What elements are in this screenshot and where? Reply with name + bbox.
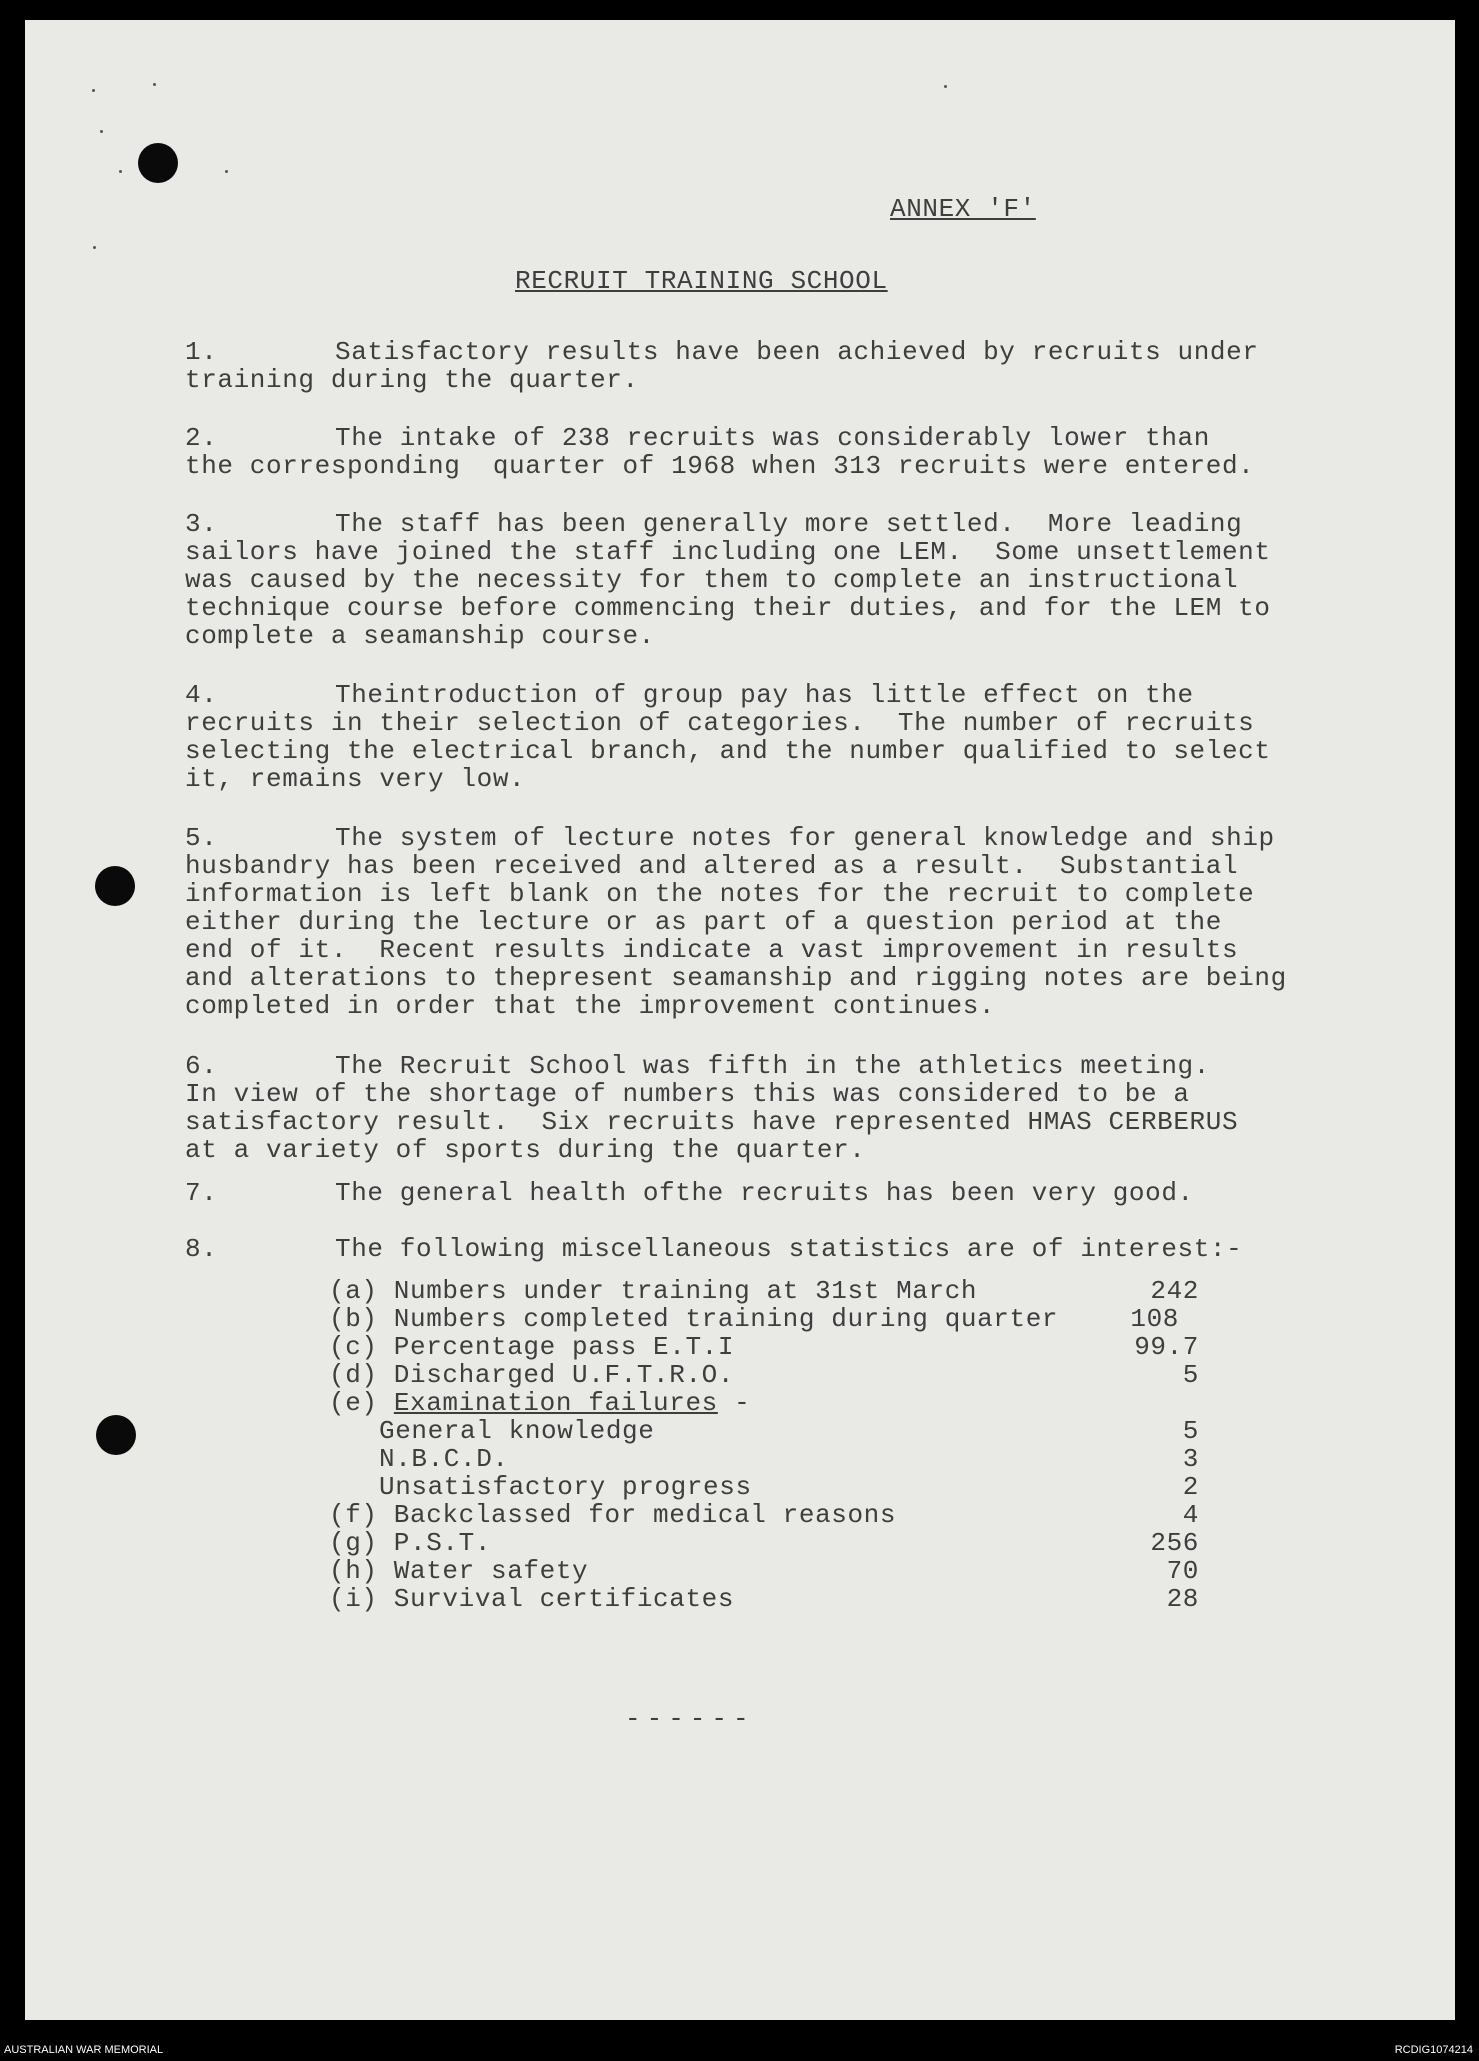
stat-label: General knowledge: [379, 1416, 655, 1446]
paper-speck: [93, 246, 96, 249]
stat-row: [329, 1557, 1199, 1585]
stat-value: 2: [1182, 1472, 1199, 1502]
stat-value: 3: [1182, 1444, 1199, 1474]
stat-label: (a) Numbers under training at 31st March: [329, 1276, 978, 1306]
paragraph-first-line: Satisfactory results have been achieved by recruits under: [335, 337, 1259, 367]
paragraph-number: 3.: [185, 509, 218, 539]
paragraph-body: training during the quarter.: [185, 365, 639, 395]
stat-label-underlined: Examination failures: [393, 1388, 718, 1418]
paragraph-number: 1.: [185, 337, 218, 367]
punch-hole-top: [138, 143, 178, 183]
paragraph-number: 6.: [185, 1051, 218, 1081]
paragraph-3: [185, 510, 1345, 650]
stat-row: [329, 1277, 1199, 1305]
stat-label: (g) P.S.T.: [329, 1528, 492, 1558]
stat-label-tail: -: [717, 1388, 751, 1418]
stat-label: (c) Percentage pass E.T.I: [329, 1332, 735, 1362]
paragraph-number: 5.: [185, 823, 218, 853]
stat-label: (b) Numbers completed training during quarter: [329, 1304, 1059, 1334]
paper-speck: [225, 170, 228, 173]
stat-label: (e): [329, 1388, 394, 1418]
document-page: [25, 20, 1455, 2020]
paragraph-8: [185, 1235, 1345, 1263]
paragraph-number: 8.: [185, 1234, 218, 1264]
paragraph-first-line: Theintroduction of group pay has little effect on the: [335, 680, 1194, 710]
stat-row: [329, 1333, 1199, 1361]
stat-row: [329, 1445, 1199, 1473]
paper-speck: [92, 89, 95, 92]
stat-value: 99.7: [1134, 1332, 1199, 1362]
paragraph-number: 7.: [185, 1178, 218, 1208]
stat-label: (i) Survival certificates: [329, 1584, 735, 1614]
archive-reference: RCDIG1074214: [1394, 2044, 1473, 2056]
paragraph-body: husbandry has been received and altered as a result. Substantial information is left blank on the notes for the recruit to complete either during the lecture or as part of a question period at the end of it. Recent results indicate a vast improvement in results and alterations to thepresent seamanship and rigging notes are being completed in order that the improvement continues.: [185, 851, 1287, 1021]
paragraph-first-line: The intake of 238 recruits was considerably lower than: [335, 423, 1210, 453]
paragraph-number: 4.: [185, 680, 218, 710]
paper-speck: [944, 85, 947, 88]
stat-value: 242: [1150, 1276, 1199, 1306]
stat-label: N.B.C.D.: [379, 1444, 509, 1474]
stat-row: [329, 1529, 1199, 1557]
paragraph-first-line: The following miscellaneous statistics are of interest:-: [335, 1234, 1243, 1264]
paragraph-1: [185, 338, 1345, 394]
stat-row: [329, 1361, 1199, 1389]
stat-value: 28: [1166, 1584, 1199, 1614]
paragraph-body: In view of the shortage of numbers this was considered to be a satisfactory result. Six recruits have represented HMAS CERBERUS at a variety of sports during the quarter.: [185, 1079, 1239, 1165]
stat-row-examination-failures: [329, 1389, 1199, 1417]
paper-speck: [100, 130, 103, 133]
stat-label: (d) Discharged U.F.T.R.O.: [329, 1360, 735, 1390]
paragraph-number: 2.: [185, 423, 218, 453]
stat-row: [329, 1585, 1199, 1613]
stat-label: (f) Backclassed for medical reasons: [329, 1500, 897, 1530]
paragraph-first-line: The staff has been generally more settled. More leading: [335, 509, 1243, 539]
stat-row: [329, 1501, 1199, 1529]
stat-value: 70: [1166, 1556, 1199, 1586]
stat-value: 5: [1182, 1360, 1199, 1390]
paragraph-first-line: The general health ofthe recruits has been very good.: [335, 1178, 1194, 1208]
paragraph-first-line: The Recruit School was fifth in the athletics meeting.: [335, 1051, 1210, 1081]
annex-heading: ANNEX 'F': [890, 194, 1036, 224]
paragraph-2: [185, 424, 1345, 480]
statistics-list: [329, 1277, 1199, 1613]
stat-row: [329, 1417, 1199, 1445]
paragraph-4: [185, 681, 1345, 793]
paragraph-first-line: The system of lecture notes for general knowledge and ship: [335, 823, 1275, 853]
stat-label: Unsatisfactory progress: [379, 1472, 752, 1502]
stat-value: 108: [1130, 1304, 1179, 1334]
stat-value: 256: [1150, 1528, 1199, 1558]
archive-credit: AUSTRALIAN WAR MEMORIAL: [4, 2044, 164, 2056]
paper-speck: [153, 83, 156, 86]
paragraph-6: [185, 1052, 1345, 1164]
paragraph-body: recruits in their selection of categories. The number of recruits selecting the electrical branch, and the number qualified to select it, remains very low.: [185, 708, 1271, 794]
paragraph-5: [185, 824, 1345, 1020]
stat-row: [329, 1473, 1199, 1501]
paragraph-body: the corresponding quarter of 1968 when 313 recruits were entered.: [185, 451, 1255, 481]
punch-hole-bottom: [96, 1415, 136, 1455]
paragraph-body: sailors have joined the staff including one LEM. Some unsettlement was caused by the necessity for them to complete an instructional technique course before commencing their duties, and for the LEM to complete a seamanship course.: [185, 537, 1271, 651]
stat-value: 4: [1182, 1500, 1199, 1530]
paragraph-7: [185, 1179, 1345, 1207]
paper-speck: [119, 170, 122, 173]
stat-value: 5: [1182, 1416, 1199, 1446]
stat-row: [329, 1305, 1199, 1333]
document-title: RECRUIT TRAINING SCHOOL: [515, 266, 888, 296]
stat-label: (h) Water safety: [329, 1556, 589, 1586]
punch-hole-middle: [95, 866, 135, 906]
end-of-document-mark: ------: [625, 1704, 755, 1734]
